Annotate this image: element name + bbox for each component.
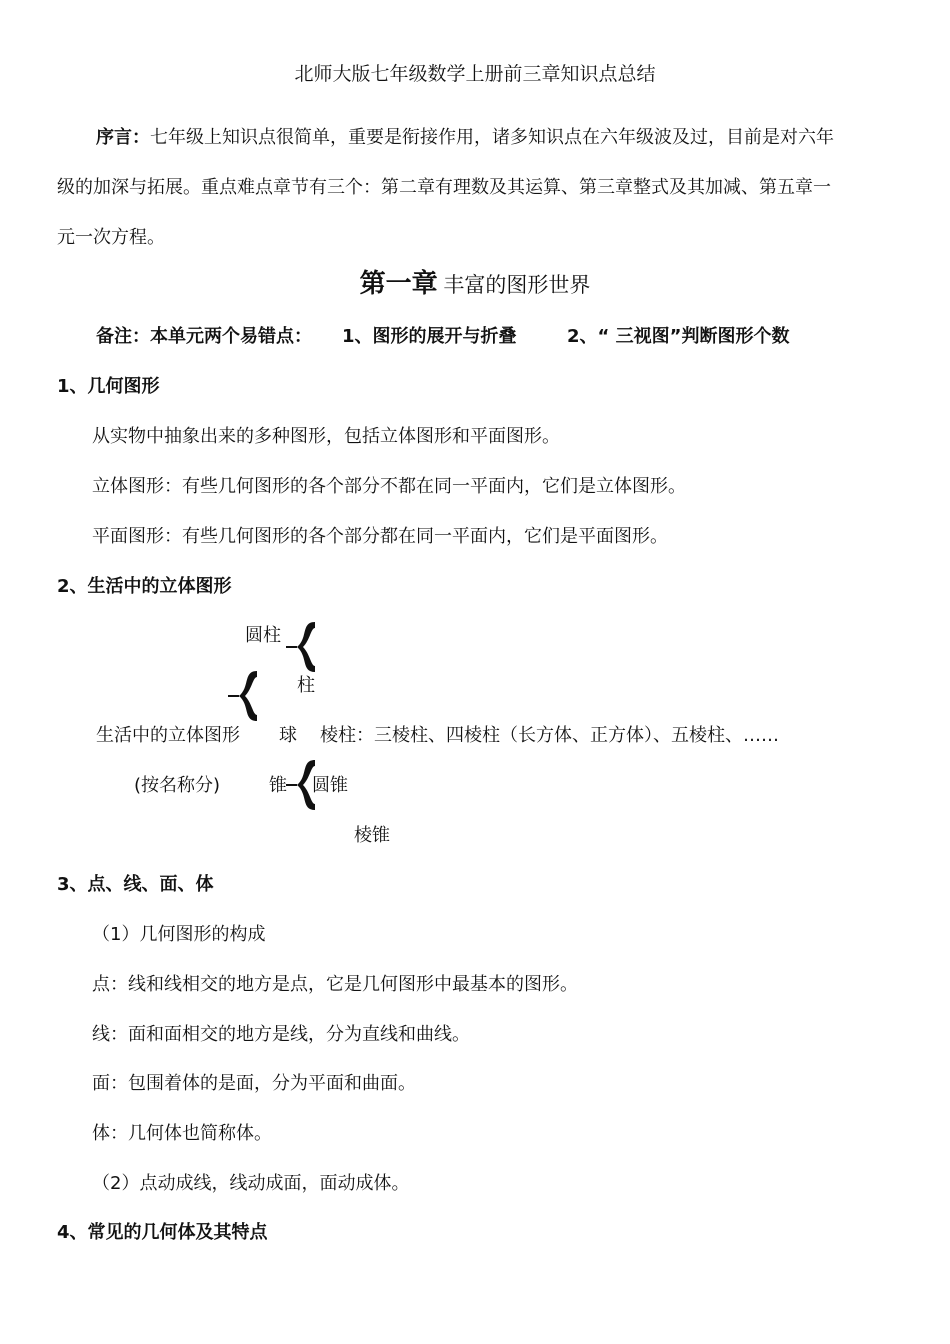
label-cylinder: 圆柱 <box>245 625 281 646</box>
section-1-paragraph-2: 立体图形：有些几何图形的各个部分不都在同一平面内，它们是立体图形。 <box>92 476 686 497</box>
document-title: 北师大版七年级数学上册前三章知识点总结 <box>294 63 656 85</box>
section-2-heading: 2、生活中的立体图形 <box>57 576 232 597</box>
section-1-paragraph-1: 从实物中抽象出来的多种图形，包括立体图形和平面图形。 <box>92 426 560 447</box>
label-root-note: (按名称分) <box>134 775 221 796</box>
note-label: 备注：本单元两个易错点： <box>96 326 312 347</box>
section-3-sub-1: （1）几何图形的构成 <box>92 924 266 945</box>
brace-main <box>226 669 260 723</box>
chapter-heading <box>0 269 950 299</box>
label-cone-group: 锥 <box>269 775 287 796</box>
note-item-2: 2、“ 三视图”判断图形个数 <box>567 326 790 347</box>
section-4-heading: 4、常见的几何体及其特点 <box>57 1222 268 1243</box>
label-pyramid: 棱锥 <box>354 825 390 846</box>
chapter-name: 丰富的图形世界 <box>443 273 591 297</box>
brace-prism <box>284 620 318 674</box>
section-3-heading: 3、点、线、面、体 <box>57 874 214 895</box>
definition-surface: 面：包围着体的是面，分为平面和曲面。 <box>92 1073 416 1094</box>
preface-label: 序言： <box>96 127 150 148</box>
definition-solid: 体：几何体也简称体。 <box>92 1123 272 1144</box>
label-root: 生活中的立体图形 <box>96 725 240 746</box>
section-1-heading: 1、几何图形 <box>57 376 160 397</box>
label-cone: 圆锥 <box>312 775 348 796</box>
preface-line-1 <box>96 126 834 150</box>
label-prism: 棱柱：三棱柱、四棱柱（长方体、正方体）、五棱柱、…… <box>320 725 779 746</box>
section-3-sub-2: （2）点动成线，线动成面，面动成体。 <box>92 1173 410 1194</box>
note-item-1: 1、图形的展开与折叠 <box>342 326 517 347</box>
section-1-paragraph-3: 平面图形：有些几何图形的各个部分都在同一平面内，它们是平面图形。 <box>92 526 668 547</box>
preface-line-3: 元一次方程。 <box>57 227 165 248</box>
label-sphere: 球 <box>279 725 297 746</box>
definition-line: 线：面和面相交的地方是线，分为直线和曲线。 <box>92 1024 470 1045</box>
definition-point: 点：线和线相交的地方是点，它是几何图形中最基本的图形。 <box>92 974 578 995</box>
chapter-number: 第一章 <box>359 269 438 299</box>
preface-text-1: 七年级上知识点很简单，重要是衔接作用，诸多知识点在六年级波及过，目前是对六年 <box>150 127 834 148</box>
label-prism-group: 柱 <box>297 675 315 696</box>
preface-line-2: 级的加深与拓展。重点难点章节有三个：第二章有理数及其运算、第三章整式及其加减、第五章一 <box>57 177 831 198</box>
